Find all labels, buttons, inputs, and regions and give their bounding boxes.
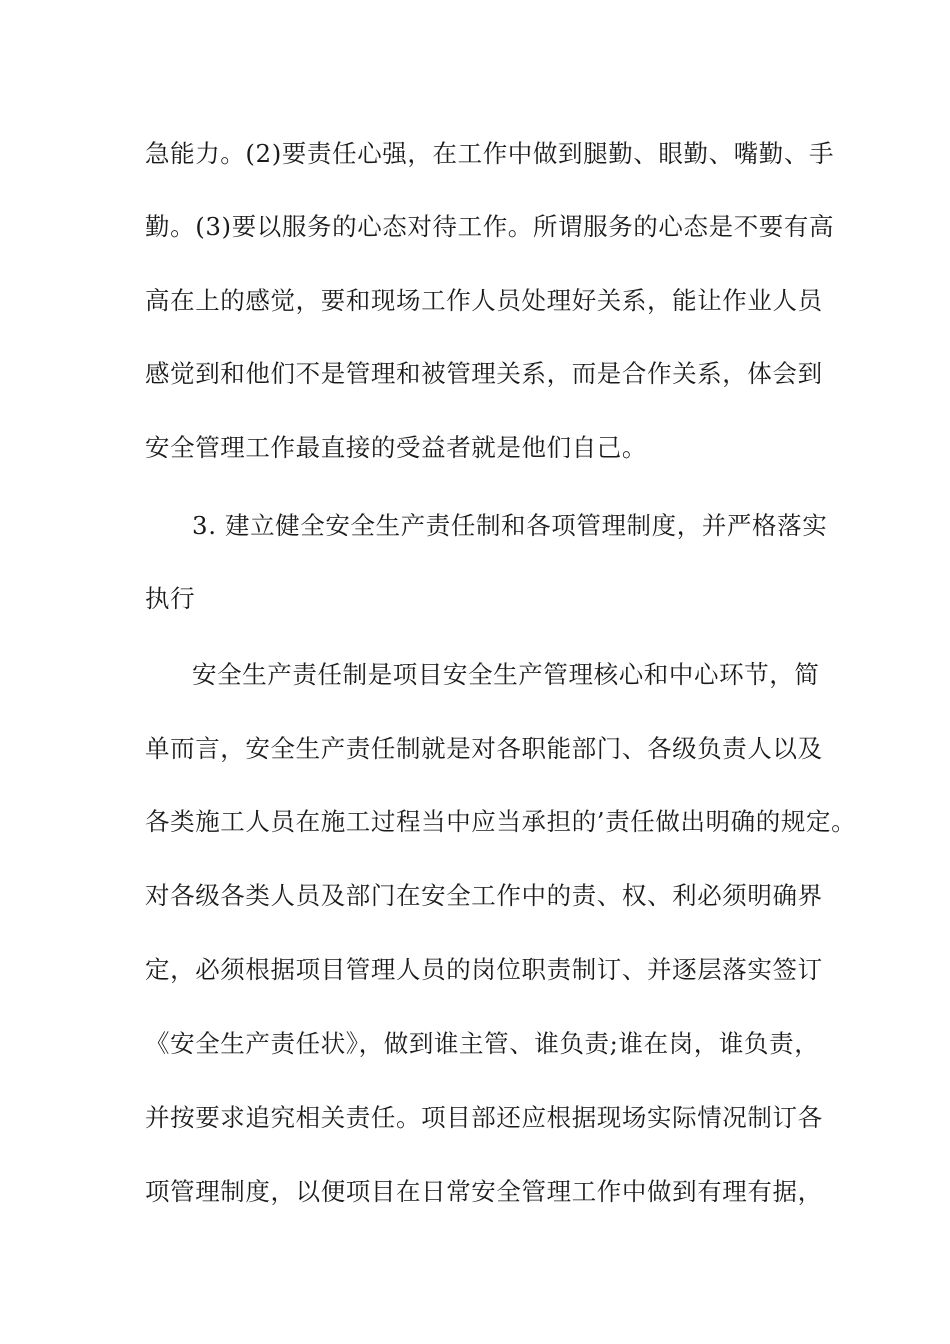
paragraph-line-2: 勤。(3)要以服务的心态对待工作。所谓服务的心态是不要有高: [145, 212, 835, 241]
paragraph-line-11: 《安全生产责任状》，做到谁主管、谁负责;谁在岗，谁负责，: [145, 1029, 820, 1058]
paragraph-line-6: 安全生产责任制是项目安全生产管理核心和中心环节，简: [192, 660, 820, 689]
paragraph-line-1: 急能力。(2)要责任心强，在工作中做到腿勤、眼勤、嘴勤、手: [145, 139, 835, 168]
paragraph-line-5: 安全管理工作最直接的受益者就是他们自己。: [145, 433, 647, 462]
paragraph-line-12: 并按要求追究相关责任。项目部还应根据现场实际情况制订各: [145, 1103, 823, 1132]
paragraph-line-10: 定，必须根据项目管理人员的岗位职责制订、并逐层落实签订: [145, 955, 823, 984]
paragraph-line-8: 各类施工人员在施工过程当中应当承担的’责任做出明确的规定。: [145, 807, 857, 836]
paragraph-line-3: 高在上的感觉，要和现场工作人员处理好关系，能让作业人员: [145, 286, 823, 315]
section-heading-line-1: 3. 建立健全安全生产责任制和各项管理制度，并严格落实: [192, 511, 828, 540]
paragraph-line-13: 项管理制度，以便项目在日常安全管理工作中做到有理有据，: [145, 1177, 823, 1206]
paragraph-line-4: 感觉到和他们不是管理和被管理关系，而是合作关系，体会到: [145, 359, 823, 388]
paragraph-line-7: 单而言，安全生产责任制就是对各职能部门、各级负责人以及: [145, 734, 823, 763]
section-heading-line-2: 执行: [145, 584, 196, 613]
paragraph-line-9: 对各级各类人员及部门在安全工作中的责、权、利必须明确界: [145, 881, 823, 910]
